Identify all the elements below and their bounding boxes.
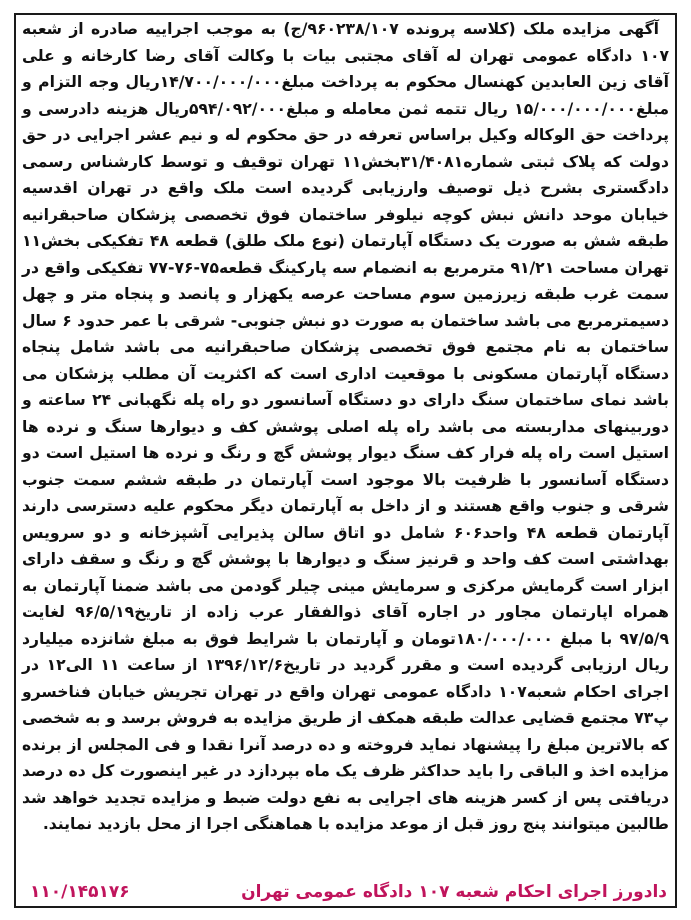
- issuer-signature: دادورز اجرای احکام شعبه ۱۰۷ دادگاه عمومی تهران: [241, 882, 667, 902]
- notice-footer: [30, 878, 667, 906]
- auction-notice-text: آگهی مزایده ملک (کلاسه پرونده ۹۶۰۲۳۸/۱۰۷/ج) به موجب اجراییه صادره از شعبه ۱۰۷ دادگاه عمومی تهران له آقای مجتبی بیات با وکالت آقای رضا کارخانه و علی آقای زین العابدین کهنسال محکوم به پرداخت مبلغ۱۴/۷۰۰/۰۰۰/۰۰۰ریال وجه التزام و مبلغ۱۵/۰۰۰/۰۰۰/۰۰۰ ریال تتمه ثمن معامله و مبلغ۵۹۴/۰۹۲/۰۰۰ریال هزینه دادرسی و پرداخت حق الوکاله وکیل براساس تعرفه در حق محکوم له و نیم عشر اجرایی در حق دولت که پلاک ثبتی شماره۳۱/۴۰۸۱بخش۱۱ تهران توقیف و توسط کارشناس رسمی دادگستری بشرح ذیل توصیف وارزیابی گردیده است ملک واقع در تهران اقدسیه خیابان موحد دانش نبش کوچه نیلوفر ساختمان فوق تخصصی پزشکان صاحبقرانیه طبقه شش به صورت یک دستگاه آپارتمان (نوع ملک طلق) قطعه ۴۸ تفکیکی بخش۱۱ تهران مساحت ۹۱/۲۱ مترمربع به انضمام سه پارکینگ قطعه۷۵-۷۶-۷۷ تفکیکی واقع در سمت غرب طبقه زیرزمین سوم مساحت عرصه یکهزار و پانصد و پنجاه متر و چهل دسیمترمربع می باشد ساختمان به صورت دو نبش جنوبی- شرقی با عمر حدود ۶ سال ساختمان به نام مجتمع فوق تخصصی پزشکان صاحبقرانیه می باشد شامل پنجاه دستگاه آپارتمان مسکونی با موقعیت اداری است که اکثریت آن مطلب پزشکان می باشد نمای ساختمان سنگ دارای دو دستگاه آسانسور دو راه پله نگهبانی ۲۴ ساعته و دوربینهای مداربسته می باشد راه پله اصلی پوشش کف و دیوارها سنگ و نرده ها استیل است راه پله فرار کف سنگ دیوار پوشش گچ و رنگ و نرده ها استیل است دو دستگاه آسانسور با ظرفیت بالا موجود است آپارتمان در طبقه ششم سمت جنوب شرقی و جنوب واقع هستند و از داخل به آپارتمان دیگر محکوم علیه دسترسی دارند آپارتمان قطعه ۴۸ واحد۶۰۶ شامل دو اتاق سالن پذیرایی آشپزخانه و دو سرویس بهداشتی است کف واحد و قرنیز سنگ و دیوارها با پوشش گچ و رنگ و سقف دارای ابزار است گرمایش مرکزی و سرمایش مینی چیلر گودمن می باشد ضمنا آپارتمان به همراه اپارتمان مجاور در اجاره آقای ذوالفقار عرب زاده از تاریخ۹۶/۵/۱۹ لغایت ۹۷/۵/۹ با مبلغ ۱۸۰/۰۰۰/۰۰۰تومان و آپارتمان با شرایط فوق به مبلغ شانزده میلیارد ریال ارزیابی گردیده است و مقرر گردید در تاریخ۱۳۹۶/۱۲/۶ از ساعت ۱۱ الی۱۲ در اجرای احکام شعبه۱۰۷ دادگاه عمومی تهران واقع در تهران تجریش خیابان فناخسرو پ۷۳ مجتمع قضایی عدالت طبقه همکف از طریق مزایده به فروش برسد و به شخصی که بالاترین مبلغ را پیشنهاد نماید فروخته و ده درصد آنرا نقدا و فی المجلس از برنده مزایده اخذ و الباقی را باید حداکثر ظرف یک ماه بپردازد در غیر اینصورت کل ده درصد دریافتی پس از کسر هزینه های اجرایی به نفع دولت ضبط و مزایده تجدید خواهد شد طالبین میتوانند پنج روز قبل از موعد مزایده با هماهنگی اجرا از محل بازدید نمایند.: [22, 20, 669, 833]
- notice-reference-number: ۱۱۰/۱۴۵۱۷۶: [30, 882, 130, 902]
- auction-notice-body: [22, 16, 669, 838]
